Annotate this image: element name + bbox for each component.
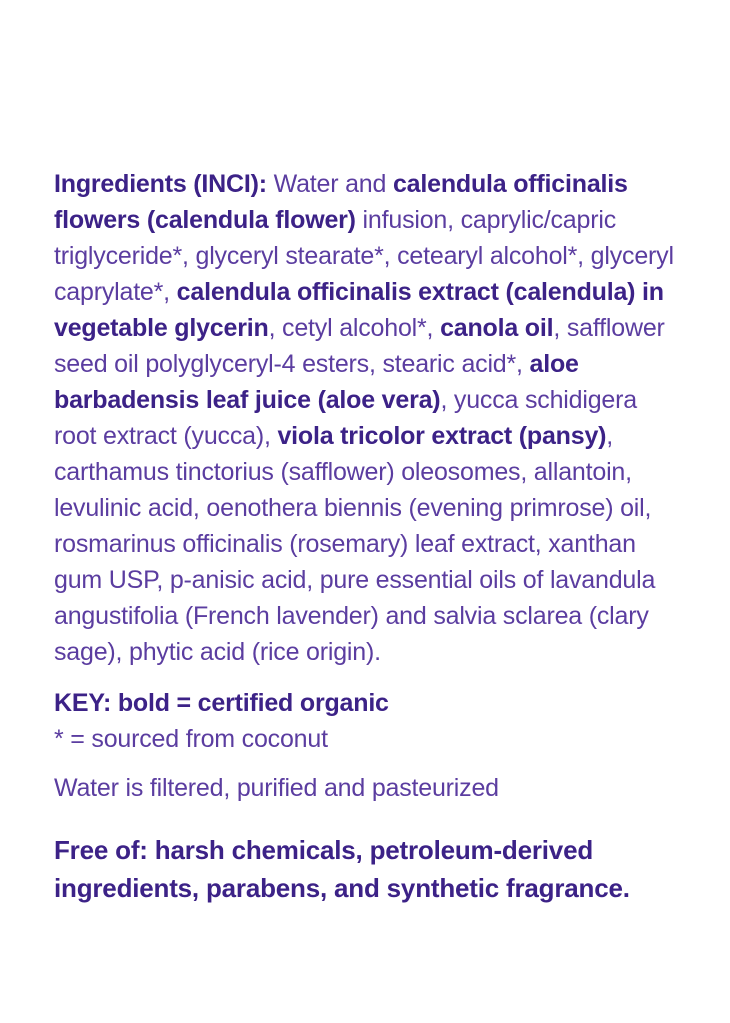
ingredient-segment-organic: calendula officinalis extract (calendula) in vegetable glycerin	[54, 278, 664, 342]
ingredient-segment: infusion, caprylic/capric triglyceride*, glyceryl stearate*, cetearyl alcohol*, glyceryl caprylate*,	[54, 206, 674, 306]
ingredient-segment: , yucca schidigera root extract (yucca),	[54, 386, 637, 450]
ingredient-segment-organic: canola oil	[440, 314, 554, 342]
ingredients-paragraph	[54, 166, 680, 670]
ingredient-segment-organic: calendula officinalis flowers (calendula flower)	[54, 170, 628, 234]
asterisk-coconut-legend: * = sourced from coconut	[54, 725, 328, 753]
ingredient-segment-organic: aloe barbadensis leaf juice (aloe vera)	[54, 350, 579, 414]
ingredient-segment-organic: Ingredients (INCI):	[54, 170, 274, 198]
key-bold-legend: KEY: bold = certified organic	[54, 689, 389, 717]
water-note: Water is filtered, purified and pasteurized	[54, 774, 499, 802]
ingredient-segment: Water and	[273, 170, 393, 198]
ingredient-segment: , safflower seed oil polyglyceryl-4 esters, stearic acid*,	[54, 314, 665, 378]
ingredient-segment: , carthamus tinctorius (safflower) oleosomes, allantoin, levulinic acid, oenothera biennis (evening primrose) oil, rosmarinus officinalis (rosemary) leaf extract, xanthan gum USP, p-anisic acid, pure essential oils of lavandula angustifolia (French lavender) and salvia sclarea (clary sage), phytic acid (rice origin).	[54, 422, 656, 666]
ingredient-segment: , cetyl alcohol*,	[268, 314, 441, 342]
free-of-statement: Free of: harsh chemicals, petroleum-derived ingredients, parabens, and synthetic fragrance.	[54, 835, 630, 903]
key-legend	[54, 685, 680, 757]
ingredient-segment-organic: viola tricolor extract (pansy)	[277, 422, 607, 450]
